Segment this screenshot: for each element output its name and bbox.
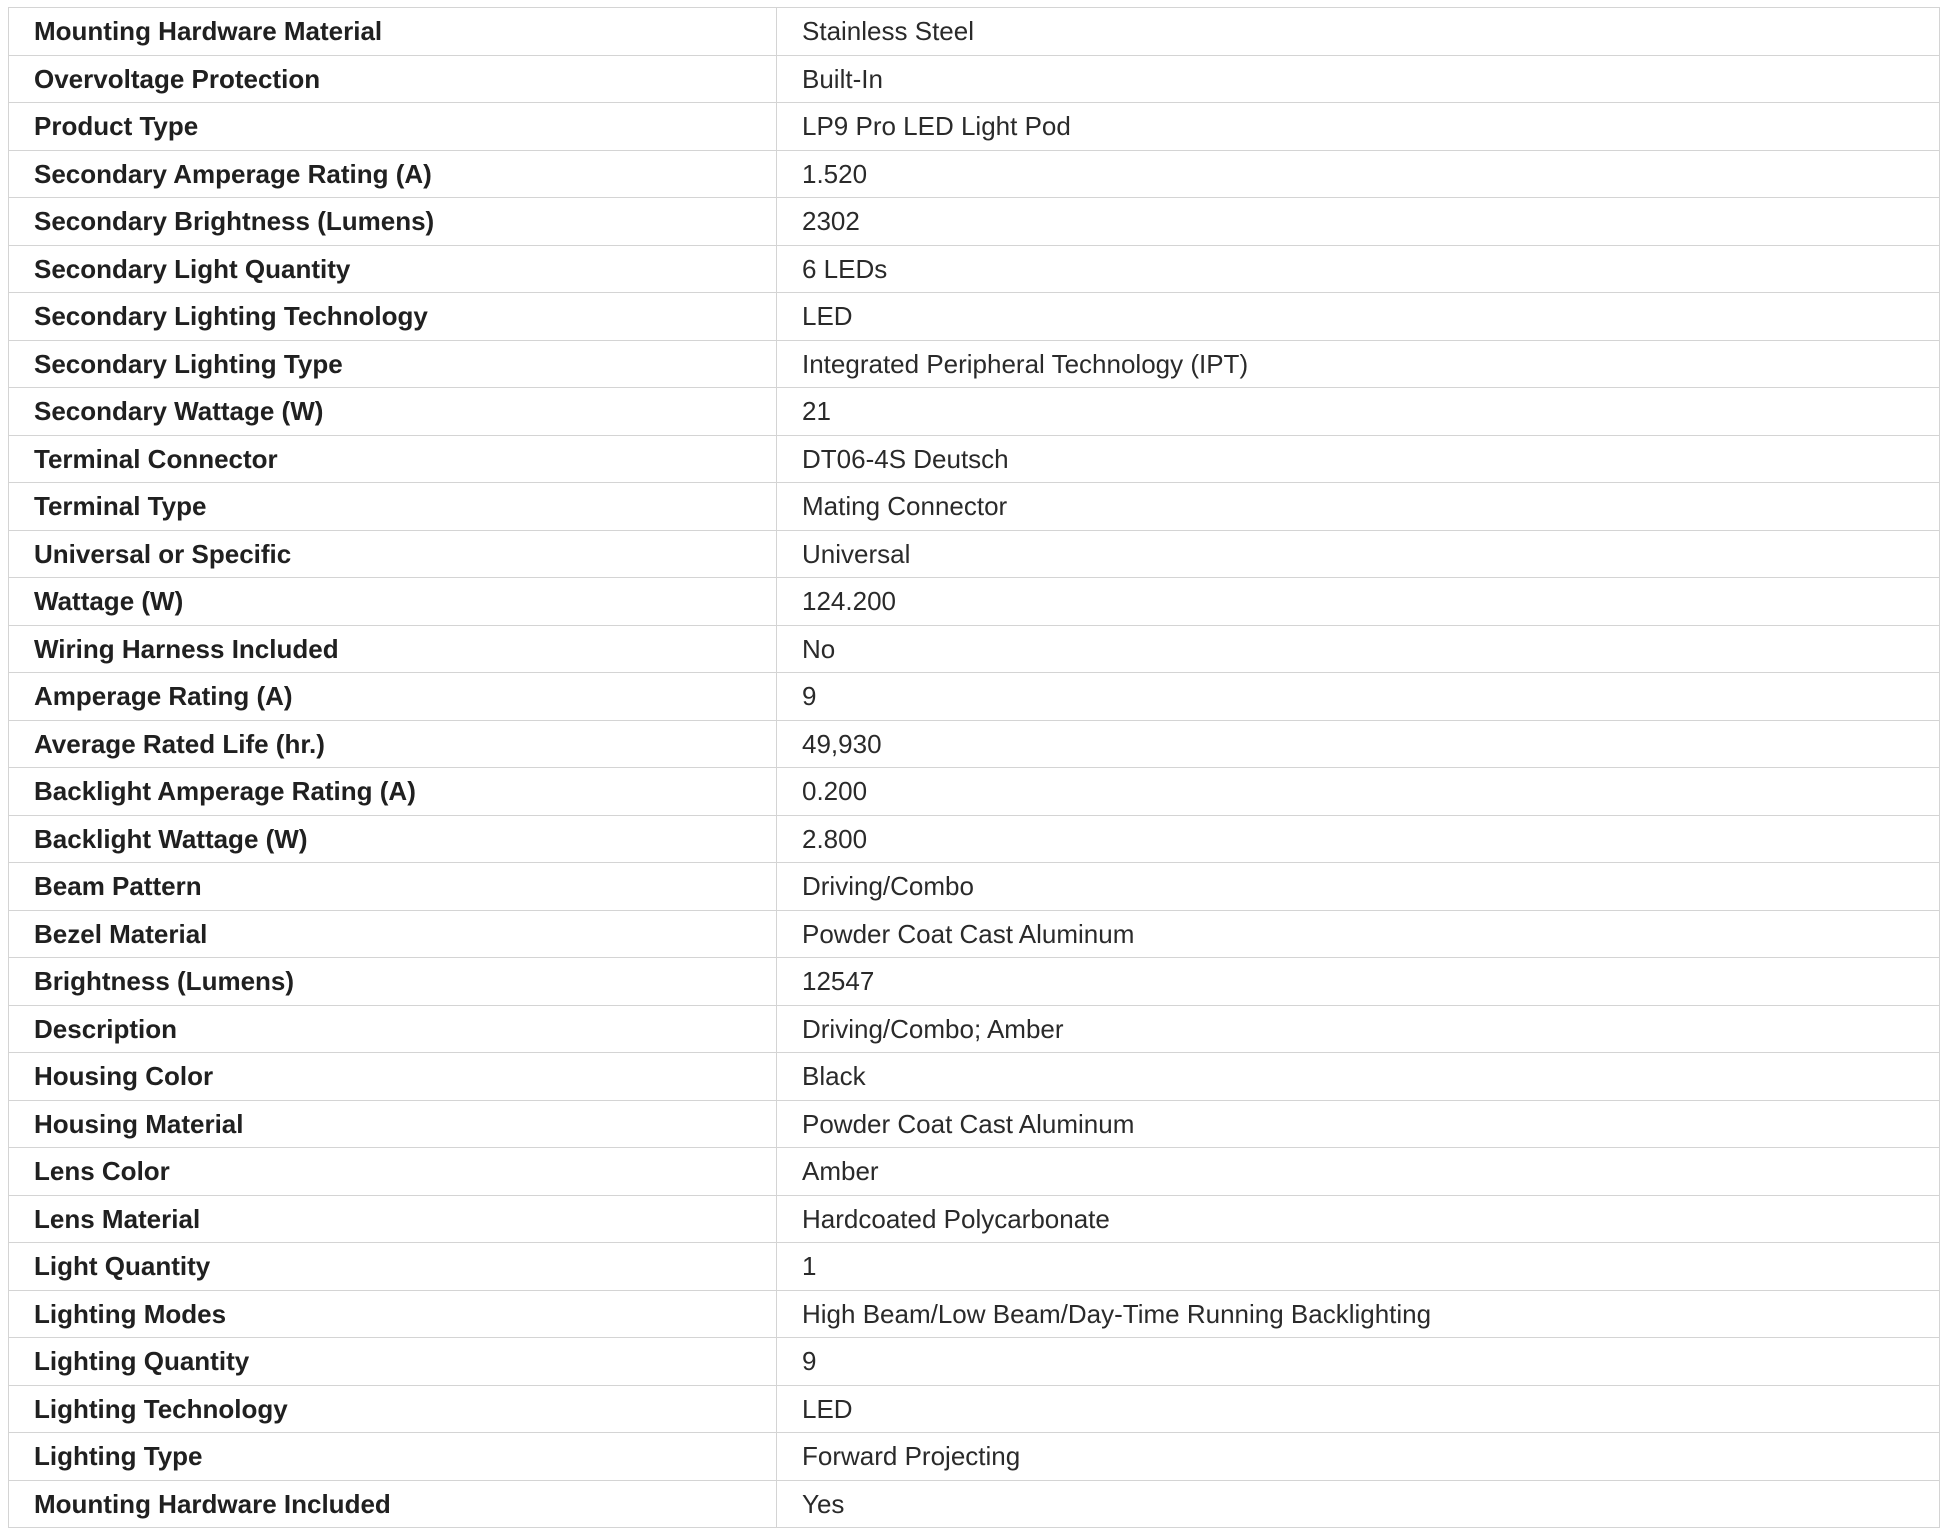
table-row xyxy=(9,768,1940,816)
spec-label: Overvoltage Protection xyxy=(9,55,777,103)
spec-label: Backlight Amperage Rating (A) xyxy=(9,768,777,816)
spec-label: Light Quantity xyxy=(9,1243,777,1291)
table-row xyxy=(9,625,1940,673)
table-row xyxy=(9,55,1940,103)
spec-value: Stainless Steel xyxy=(777,8,1940,56)
table-row xyxy=(9,720,1940,768)
spec-label: Beam Pattern xyxy=(9,863,777,911)
spec-label: Wattage (W) xyxy=(9,578,777,626)
spec-value: Amber xyxy=(777,1148,1940,1196)
spec-value: Hardcoated Polycarbonate xyxy=(777,1195,1940,1243)
spec-value: Driving/Combo; Amber xyxy=(777,1005,1940,1053)
spec-label: Bezel Material xyxy=(9,910,777,958)
spec-label: Secondary Brightness (Lumens) xyxy=(9,198,777,246)
table-row xyxy=(9,1053,1940,1101)
table-row xyxy=(9,1290,1940,1338)
table-row xyxy=(9,1433,1940,1481)
spec-label: Mounting Hardware Included xyxy=(9,1480,777,1528)
spec-label: Secondary Amperage Rating (A) xyxy=(9,150,777,198)
spec-value: Yes xyxy=(777,1480,1940,1528)
spec-label: Terminal Type xyxy=(9,483,777,531)
spec-value: Powder Coat Cast Aluminum xyxy=(777,1100,1940,1148)
spec-label: Lighting Modes xyxy=(9,1290,777,1338)
spec-label: Backlight Wattage (W) xyxy=(9,815,777,863)
spec-label: Lens Color xyxy=(9,1148,777,1196)
spec-value: Black xyxy=(777,1053,1940,1101)
table-row xyxy=(9,1480,1940,1528)
spec-value: Built-In xyxy=(777,55,1940,103)
spec-label: Wiring Harness Included xyxy=(9,625,777,673)
spec-label: Average Rated Life (hr.) xyxy=(9,720,777,768)
table-row xyxy=(9,910,1940,958)
spec-value: 12547 xyxy=(777,958,1940,1006)
spec-label: Universal or Specific xyxy=(9,530,777,578)
spec-label: Secondary Lighting Technology xyxy=(9,293,777,341)
table-row xyxy=(9,530,1940,578)
spec-label: Housing Color xyxy=(9,1053,777,1101)
spec-value: LP9 Pro LED Light Pod xyxy=(777,103,1940,151)
table-row xyxy=(9,293,1940,341)
spec-value: 6 LEDs xyxy=(777,245,1940,293)
spec-label: Lens Material xyxy=(9,1195,777,1243)
spec-value: Powder Coat Cast Aluminum xyxy=(777,910,1940,958)
table-row xyxy=(9,340,1940,388)
table-row xyxy=(9,815,1940,863)
spec-value: 2.800 xyxy=(777,815,1940,863)
spec-value: Mating Connector xyxy=(777,483,1940,531)
table-row xyxy=(9,1195,1940,1243)
table-row xyxy=(9,1148,1940,1196)
spec-value: 2302 xyxy=(777,198,1940,246)
table-row xyxy=(9,1243,1940,1291)
table-row xyxy=(9,1385,1940,1433)
table-row xyxy=(9,435,1940,483)
table-row xyxy=(9,958,1940,1006)
spec-value: LED xyxy=(777,1385,1940,1433)
table-row xyxy=(9,863,1940,911)
spec-label: Product Type xyxy=(9,103,777,151)
spec-value: 1.520 xyxy=(777,150,1940,198)
table-row xyxy=(9,578,1940,626)
spec-label: Description xyxy=(9,1005,777,1053)
spec-value: DT06-4S Deutsch xyxy=(777,435,1940,483)
spec-value: Universal xyxy=(777,530,1940,578)
spec-value: No xyxy=(777,625,1940,673)
spec-label: Secondary Light Quantity xyxy=(9,245,777,293)
spec-value: High Beam/Low Beam/Day-Time Running Backlighting xyxy=(777,1290,1940,1338)
table-row xyxy=(9,1338,1940,1386)
spec-value: Integrated Peripheral Technology (IPT) xyxy=(777,340,1940,388)
spec-label: Lighting Quantity xyxy=(9,1338,777,1386)
spec-value: 9 xyxy=(777,673,1940,721)
spec-label: Secondary Wattage (W) xyxy=(9,388,777,436)
table-row xyxy=(9,673,1940,721)
spec-label: Terminal Connector xyxy=(9,435,777,483)
spec-label: Secondary Lighting Type xyxy=(9,340,777,388)
table-row xyxy=(9,8,1940,56)
spec-value: LED xyxy=(777,293,1940,341)
spec-table-body xyxy=(9,8,1940,1528)
table-row xyxy=(9,1005,1940,1053)
spec-label: Lighting Type xyxy=(9,1433,777,1481)
table-row xyxy=(9,1100,1940,1148)
spec-table xyxy=(8,7,1940,1528)
table-row xyxy=(9,198,1940,246)
table-row xyxy=(9,150,1940,198)
spec-label: Mounting Hardware Material xyxy=(9,8,777,56)
table-row xyxy=(9,388,1940,436)
spec-label: Amperage Rating (A) xyxy=(9,673,777,721)
spec-value: 124.200 xyxy=(777,578,1940,626)
table-row xyxy=(9,103,1940,151)
spec-value: Driving/Combo xyxy=(777,863,1940,911)
spec-value: Forward Projecting xyxy=(777,1433,1940,1481)
spec-label: Brightness (Lumens) xyxy=(9,958,777,1006)
spec-value: 0.200 xyxy=(777,768,1940,816)
table-row xyxy=(9,245,1940,293)
spec-value: 9 xyxy=(777,1338,1940,1386)
spec-value: 49,930 xyxy=(777,720,1940,768)
table-row xyxy=(9,483,1940,531)
spec-value: 21 xyxy=(777,388,1940,436)
spec-label: Housing Material xyxy=(9,1100,777,1148)
spec-label: Lighting Technology xyxy=(9,1385,777,1433)
spec-value: 1 xyxy=(777,1243,1940,1291)
